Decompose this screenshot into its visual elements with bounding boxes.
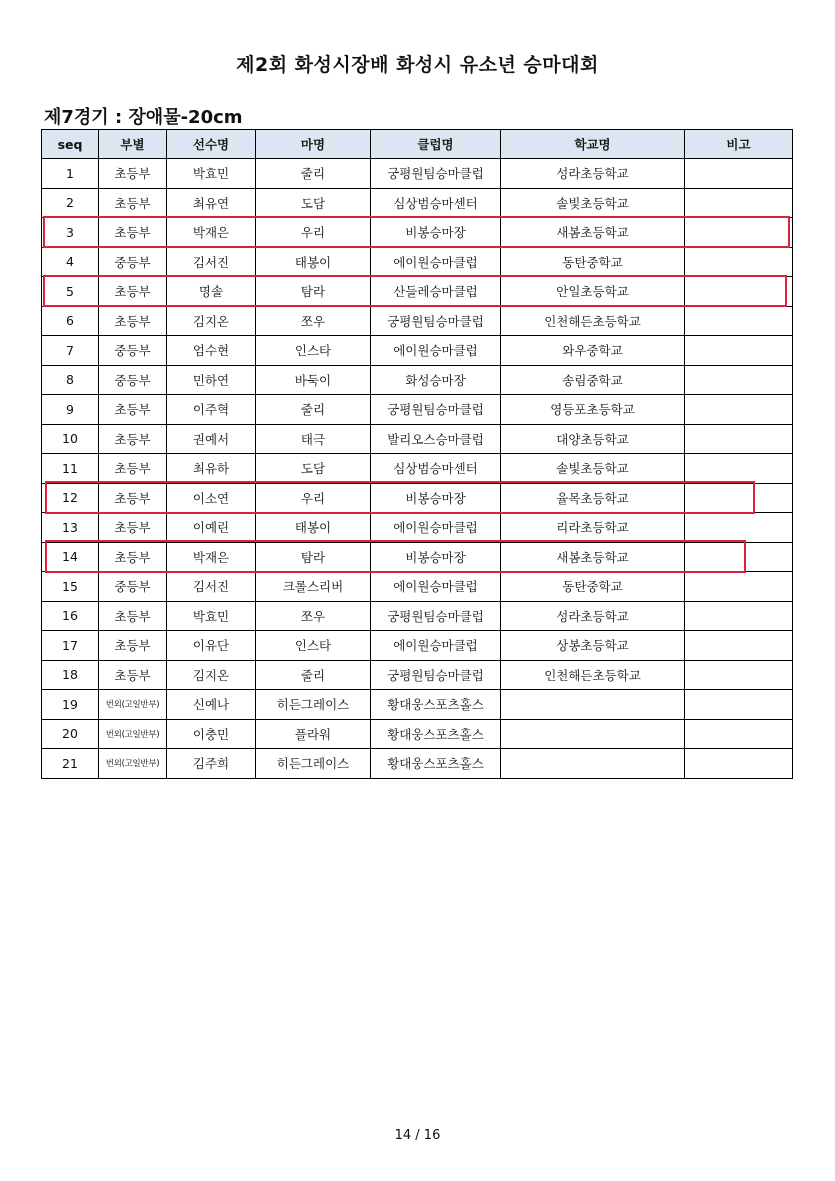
seq-cell: 17: [42, 631, 99, 661]
seq-cell: 7: [42, 336, 99, 366]
table-row: [42, 572, 793, 602]
school-cell: 솔빛초등학교: [501, 454, 685, 484]
school-cell: 영등포초등학교: [501, 395, 685, 425]
club-cell: 에이원승마클럽: [371, 336, 501, 366]
table-row: [42, 454, 793, 484]
rider-cell: 이유단: [167, 631, 256, 661]
note-cell: [685, 542, 793, 572]
note-cell: [685, 513, 793, 543]
school-cell: 안일초등학교: [501, 277, 685, 307]
club-cell: 에이원승마클럽: [371, 247, 501, 277]
club-cell: 심상범승마센터: [371, 454, 501, 484]
school-cell: 율목초등학교: [501, 483, 685, 513]
rider-cell: 신예나: [167, 690, 256, 720]
note-cell: [685, 660, 793, 690]
rider-cell: 박재은: [167, 218, 256, 248]
table-row: [42, 365, 793, 395]
horse-cell: 히든그레이스: [256, 690, 371, 720]
seq-cell: 10: [42, 424, 99, 454]
table-row: [42, 513, 793, 543]
school-cell: 새봄초등학교: [501, 542, 685, 572]
rider-cell: 김서진: [167, 572, 256, 602]
seq-cell: 4: [42, 247, 99, 277]
school-cell: 솔빛초등학교: [501, 188, 685, 218]
school-cell: [501, 690, 685, 720]
horse-cell: 도담: [256, 454, 371, 484]
horse-cell: 줄리: [256, 660, 371, 690]
rider-cell: 엄수현: [167, 336, 256, 366]
club-cell: 비봉승마장: [371, 218, 501, 248]
seq-cell: 11: [42, 454, 99, 484]
note-cell: [685, 218, 793, 248]
rider-cell: 이충민: [167, 719, 256, 749]
club-cell: 황대웅스포츠홀스: [371, 690, 501, 720]
division-cell: 초등부: [99, 660, 167, 690]
table-row: [42, 483, 793, 513]
seq-cell: 3: [42, 218, 99, 248]
school-cell: 리라초등학교: [501, 513, 685, 543]
seq-cell: 8: [42, 365, 99, 395]
school-cell: 대양초등학교: [501, 424, 685, 454]
note-cell: [685, 719, 793, 749]
table-row: [42, 601, 793, 631]
club-cell: 에이원승마클럽: [371, 513, 501, 543]
division-cell: 중등부: [99, 336, 167, 366]
club-cell: 궁평원팀승마클럽: [371, 660, 501, 690]
school-cell: 새봄초등학교: [501, 218, 685, 248]
note-cell: [685, 749, 793, 779]
division-cell: 초등부: [99, 513, 167, 543]
seq-cell: 13: [42, 513, 99, 543]
school-cell: [501, 749, 685, 779]
division-cell: 초등부: [99, 424, 167, 454]
seq-cell: 9: [42, 395, 99, 425]
note-cell: [685, 365, 793, 395]
col-header-division: 부별: [99, 130, 167, 159]
table-row: [42, 306, 793, 336]
table-row: [42, 660, 793, 690]
division-cell: 중등부: [99, 365, 167, 395]
table-row: [42, 247, 793, 277]
horse-cell: 히든그레이스: [256, 749, 371, 779]
school-cell: 와우중학교: [501, 336, 685, 366]
col-header-club: 클럽명: [371, 130, 501, 159]
rider-cell: 권예서: [167, 424, 256, 454]
col-header-rider: 선수명: [167, 130, 256, 159]
division-cell: 초등부: [99, 542, 167, 572]
note-cell: [685, 454, 793, 484]
division-cell: 번외(고일반부): [99, 690, 167, 720]
club-cell: 궁평원팀승마클럽: [371, 306, 501, 336]
horse-cell: 태극: [256, 424, 371, 454]
note-cell: [685, 277, 793, 307]
club-cell: 에이원승마클럽: [371, 631, 501, 661]
note-cell: [685, 631, 793, 661]
club-cell: 에이원승마클럽: [371, 572, 501, 602]
seq-cell: 15: [42, 572, 99, 602]
seq-cell: 5: [42, 277, 99, 307]
col-header-school: 학교명: [501, 130, 685, 159]
seq-cell: 19: [42, 690, 99, 720]
table-header-row: [42, 130, 793, 159]
rider-cell: 김주희: [167, 749, 256, 779]
rider-cell: 최유하: [167, 454, 256, 484]
rider-cell: 김서진: [167, 247, 256, 277]
horse-cell: 줄리: [256, 395, 371, 425]
school-cell: 인천해든초등학교: [501, 660, 685, 690]
horse-cell: 크롤스리버: [256, 572, 371, 602]
rider-cell: 이소연: [167, 483, 256, 513]
table-row: [42, 424, 793, 454]
horse-cell: 도담: [256, 188, 371, 218]
note-cell: [685, 424, 793, 454]
division-cell: 초등부: [99, 483, 167, 513]
club-cell: 발리오스승마클럽: [371, 424, 501, 454]
horse-cell: 태봉이: [256, 513, 371, 543]
seq-cell: 2: [42, 188, 99, 218]
club-cell: 산들레승마클럽: [371, 277, 501, 307]
note-cell: [685, 306, 793, 336]
entry-table: [41, 129, 793, 779]
school-cell: 성라초등학교: [501, 159, 685, 189]
table-row: [42, 749, 793, 779]
division-cell: 초등부: [99, 159, 167, 189]
table-row: [42, 719, 793, 749]
horse-cell: 바둑이: [256, 365, 371, 395]
rider-cell: 박효민: [167, 159, 256, 189]
rider-cell: 명솔: [167, 277, 256, 307]
division-cell: 초등부: [99, 218, 167, 248]
club-cell: 심상범승마센터: [371, 188, 501, 218]
horse-cell: 쪼우: [256, 306, 371, 336]
seq-cell: 16: [42, 601, 99, 631]
school-cell: 상봉초등학교: [501, 631, 685, 661]
club-cell: 비봉승마장: [371, 483, 501, 513]
horse-cell: 쪼우: [256, 601, 371, 631]
rider-cell: 이예린: [167, 513, 256, 543]
entry-table-container: [41, 129, 792, 779]
table-row: [42, 159, 793, 189]
horse-cell: 플라워: [256, 719, 371, 749]
col-header-seq: seq: [42, 130, 99, 159]
horse-cell: 우리: [256, 483, 371, 513]
horse-cell: 인스타: [256, 336, 371, 366]
table-row: [42, 395, 793, 425]
division-cell: 초등부: [99, 454, 167, 484]
rider-cell: 이주혁: [167, 395, 256, 425]
note-cell: [685, 572, 793, 602]
table-row: [42, 542, 793, 572]
note-cell: [685, 247, 793, 277]
table-row: [42, 218, 793, 248]
table-row: [42, 277, 793, 307]
document-title: 제2회 화성시장배 화성시 유소년 승마대회: [236, 54, 599, 76]
table-row: [42, 188, 793, 218]
club-cell: 궁평원팀승마클럽: [371, 601, 501, 631]
school-cell: 송림중학교: [501, 365, 685, 395]
school-cell: 동탄중학교: [501, 572, 685, 602]
horse-cell: 우리: [256, 218, 371, 248]
table-row: [42, 690, 793, 720]
rider-cell: 김지온: [167, 660, 256, 690]
note-cell: [685, 601, 793, 631]
col-header-horse: 마명: [256, 130, 371, 159]
club-cell: 황대웅스포츠홀스: [371, 749, 501, 779]
school-cell: [501, 719, 685, 749]
division-cell: 초등부: [99, 188, 167, 218]
note-cell: [685, 483, 793, 513]
division-cell: 초등부: [99, 631, 167, 661]
horse-cell: 탐라: [256, 542, 371, 572]
division-cell: 중등부: [99, 247, 167, 277]
table-body: [42, 159, 793, 779]
division-cell: 초등부: [99, 601, 167, 631]
note-cell: [685, 159, 793, 189]
club-cell: 궁평원팀승마클럽: [371, 159, 501, 189]
table-row: [42, 336, 793, 366]
note-cell: [685, 188, 793, 218]
club-cell: 궁평원팀승마클럽: [371, 395, 501, 425]
seq-cell: 12: [42, 483, 99, 513]
seq-cell: 18: [42, 660, 99, 690]
table-row: [42, 631, 793, 661]
division-cell: 초등부: [99, 277, 167, 307]
club-cell: 황대웅스포츠홀스: [371, 719, 501, 749]
rider-cell: 박재은: [167, 542, 256, 572]
rider-cell: 박효민: [167, 601, 256, 631]
rider-cell: 최유연: [167, 188, 256, 218]
school-cell: 성라초등학교: [501, 601, 685, 631]
rider-cell: 김지온: [167, 306, 256, 336]
seq-cell: 6: [42, 306, 99, 336]
seq-cell: 20: [42, 719, 99, 749]
division-cell: 초등부: [99, 306, 167, 336]
rider-cell: 민하연: [167, 365, 256, 395]
division-cell: 초등부: [99, 395, 167, 425]
horse-cell: 인스타: [256, 631, 371, 661]
note-cell: [685, 336, 793, 366]
seq-cell: 14: [42, 542, 99, 572]
seq-cell: 21: [42, 749, 99, 779]
horse-cell: 태봉이: [256, 247, 371, 277]
seq-cell: 1: [42, 159, 99, 189]
note-cell: [685, 690, 793, 720]
col-header-note: 비고: [685, 130, 793, 159]
note-cell: [685, 395, 793, 425]
horse-cell: 줄리: [256, 159, 371, 189]
school-cell: 인천해든초등학교: [501, 306, 685, 336]
division-cell: 번외(고일반부): [99, 719, 167, 749]
club-cell: 비봉승마장: [371, 542, 501, 572]
section-title: 제7경기 : 장애물-20cm: [44, 107, 243, 128]
division-cell: 번외(고일반부): [99, 749, 167, 779]
page-number: 14 / 16: [394, 1128, 441, 1143]
horse-cell: 탐라: [256, 277, 371, 307]
division-cell: 중등부: [99, 572, 167, 602]
club-cell: 화성승마장: [371, 365, 501, 395]
school-cell: 동탄중학교: [501, 247, 685, 277]
